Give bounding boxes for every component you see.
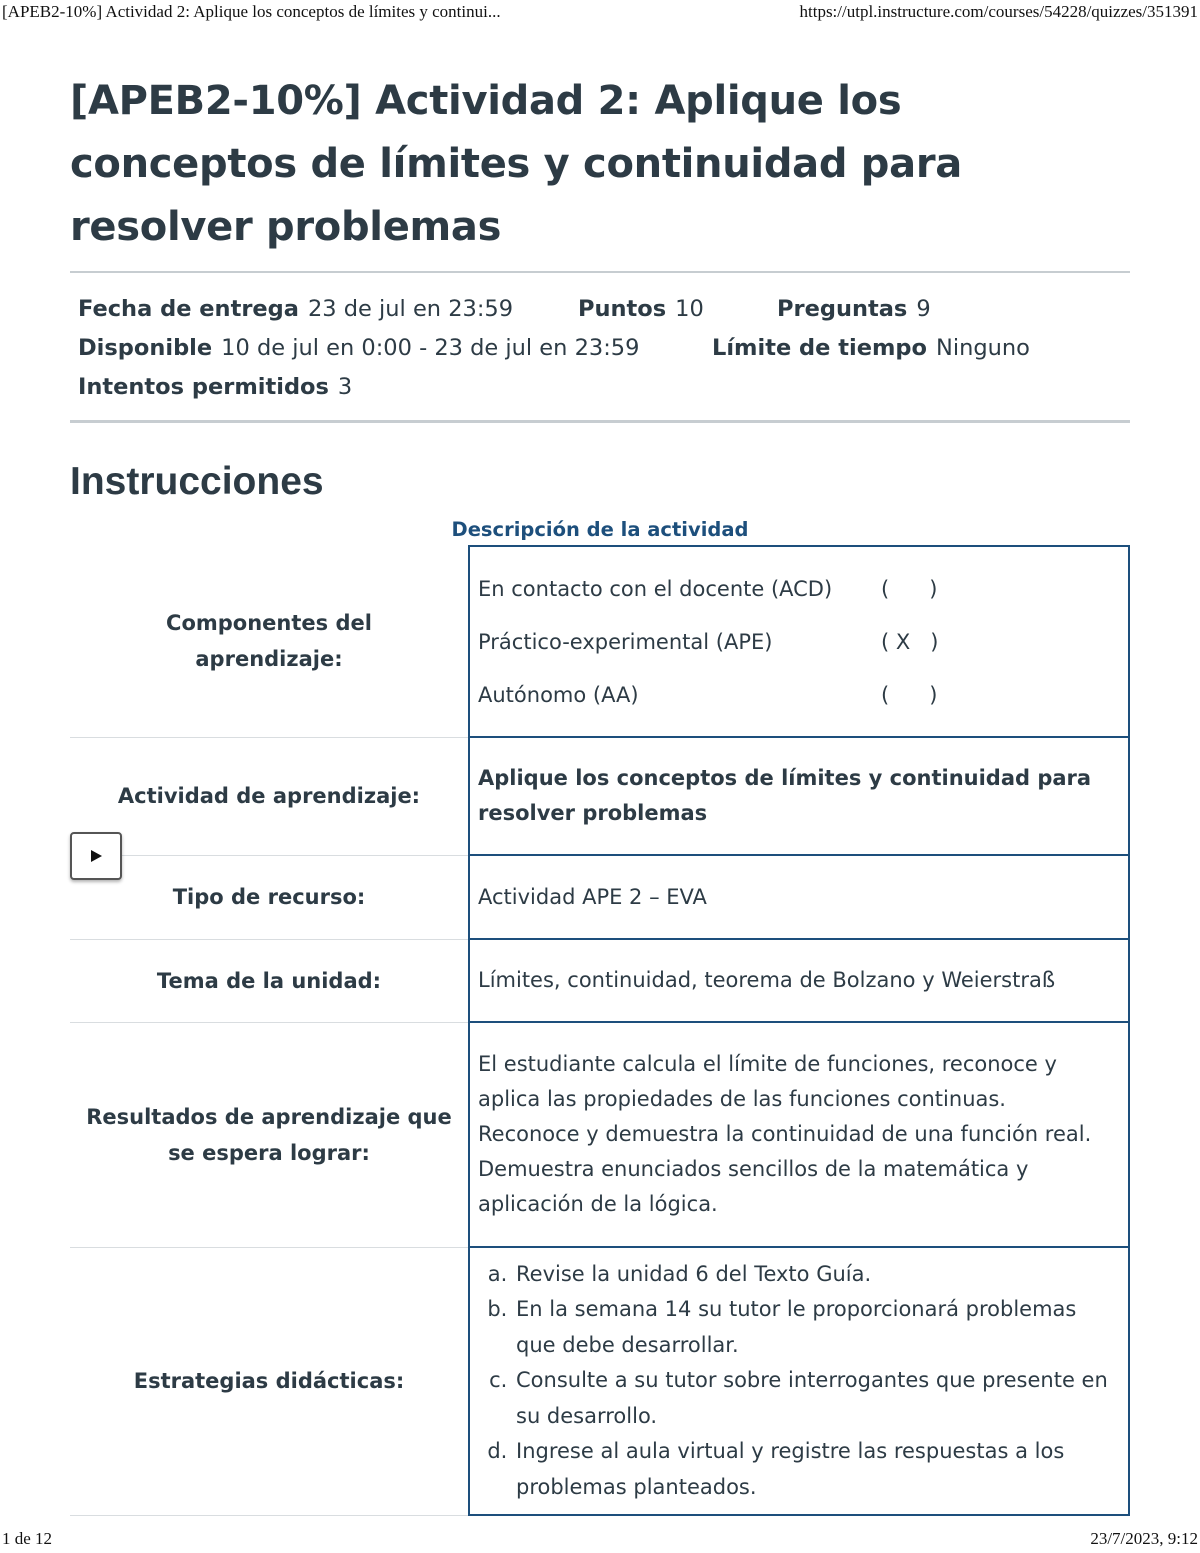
availability-label: Disponible <box>78 334 213 361</box>
due-date-label: Fecha de entrega <box>78 295 299 322</box>
time-limit-value: Ninguno <box>936 334 1030 361</box>
print-page-title: [APEB2-10%] Actividad 2: Aplique los conceptos de límites y continui... <box>2 2 501 21</box>
result-item: Reconoce y demuestra la continuidad de una función real. <box>478 1122 1092 1146</box>
list-item: d. Ingrese al aula virtual y registre las respuestas a los problemas planteados. <box>514 1434 1120 1505</box>
due-date <box>78 296 578 322</box>
due-date-value: 23 de jul en 23:59 <box>307 295 514 322</box>
table-row <box>70 546 1129 737</box>
quiz-title: [APEB2-10%] Actividad 2: Aplique los conceptos de límites y continuidad para resolver problemas <box>70 70 1130 273</box>
print-footer <box>0 1525 1200 1553</box>
points-value: 10 <box>675 295 704 322</box>
print-header <box>0 0 1200 30</box>
components-value <box>469 546 1129 737</box>
table-row <box>70 1022 1129 1247</box>
attempts-value: 3 <box>337 373 353 400</box>
quiz-content <box>70 70 1130 1516</box>
resource-value: Actividad APE 2 – EVA <box>469 855 1129 939</box>
result-item: El estudiante calcula el límite de funciones, reconoce y aplica las propiedades de las funciones continuas. <box>478 1052 1057 1111</box>
media-play-button[interactable] <box>70 832 122 880</box>
print-datetime: 23/7/2023, 9:12 <box>1090 1529 1198 1548</box>
table-row <box>70 855 1129 939</box>
time-limit <box>712 335 1030 361</box>
strategies-value <box>469 1247 1129 1515</box>
component-name: En contacto con el docente (ACD) <box>478 577 833 601</box>
questions-value: 9 <box>916 295 931 322</box>
print-page-number: 1 de 12 <box>2 1529 53 1548</box>
component-option <box>478 563 1120 616</box>
results-label: Resultados de aprendizaje que se espera lograr: <box>70 1022 469 1247</box>
attempts-label: Intentos permitidos <box>78 373 329 400</box>
results-value <box>469 1022 1129 1247</box>
unit-value: Límites, continuidad, teorema de Bolzano y Weierstraß <box>469 939 1129 1022</box>
activity-value: Aplique los conceptos de límites y continuidad para resolver problemas <box>469 737 1129 855</box>
resource-label: Tipo de recurso: <box>70 855 469 939</box>
quiz-meta <box>70 273 1130 423</box>
activity-label: Actividad de aprendizaje: <box>70 737 469 855</box>
availability <box>78 335 712 361</box>
points <box>578 296 777 322</box>
attempts <box>78 374 352 400</box>
list-item: a. Revise la unidad 6 del Texto Guía. <box>514 1257 1120 1293</box>
component-name: Práctico-experimental (APE) <box>478 630 773 654</box>
strategies-list <box>478 1257 1120 1506</box>
table-row <box>70 737 1129 855</box>
questions-label: Preguntas <box>777 295 908 322</box>
component-option <box>478 616 1120 669</box>
table-row <box>70 939 1129 1022</box>
components-label: Componentes del aprendizaje: <box>70 546 469 737</box>
strategies-label: Estrategias didácticas: <box>70 1247 469 1515</box>
print-page-url: https://utpl.instructure.com/courses/54228/quizzes/351391 <box>799 2 1198 21</box>
instructions-heading: Instrucciones <box>70 460 324 503</box>
activity-description-caption: Descripción de la actividad <box>451 518 749 541</box>
unit-label: Tema de la unidad: <box>70 939 469 1022</box>
play-icon <box>89 849 103 863</box>
component-mark: ( ) <box>881 577 938 601</box>
table-row <box>70 1247 1129 1515</box>
availability-value: 10 de jul en 0:00 - 23 de jul en 23:59 <box>221 334 640 361</box>
meta-row-2 <box>78 328 1122 367</box>
component-mark: ( ) <box>881 683 938 707</box>
meta-row-3 <box>78 367 1122 406</box>
list-item: c. Consulte a su tutor sobre interrogantes que presente en su desarrollo. <box>514 1363 1120 1434</box>
component-mark: ( X ) <box>881 630 939 654</box>
points-label: Puntos <box>578 295 667 322</box>
component-option <box>478 669 1120 722</box>
component-name: Autónomo (AA) <box>478 683 639 707</box>
time-limit-label: Límite de tiempo <box>712 334 927 361</box>
questions <box>777 296 931 322</box>
list-item: b. En la semana 14 su tutor le proporcionará problemas que debe desarrollar. <box>514 1292 1120 1363</box>
activity-info-table <box>70 545 1130 1516</box>
result-item: Demuestra enunciados sencillos de la matemática y aplicación de la lógica. <box>478 1157 1029 1216</box>
meta-row-1 <box>78 289 1122 328</box>
